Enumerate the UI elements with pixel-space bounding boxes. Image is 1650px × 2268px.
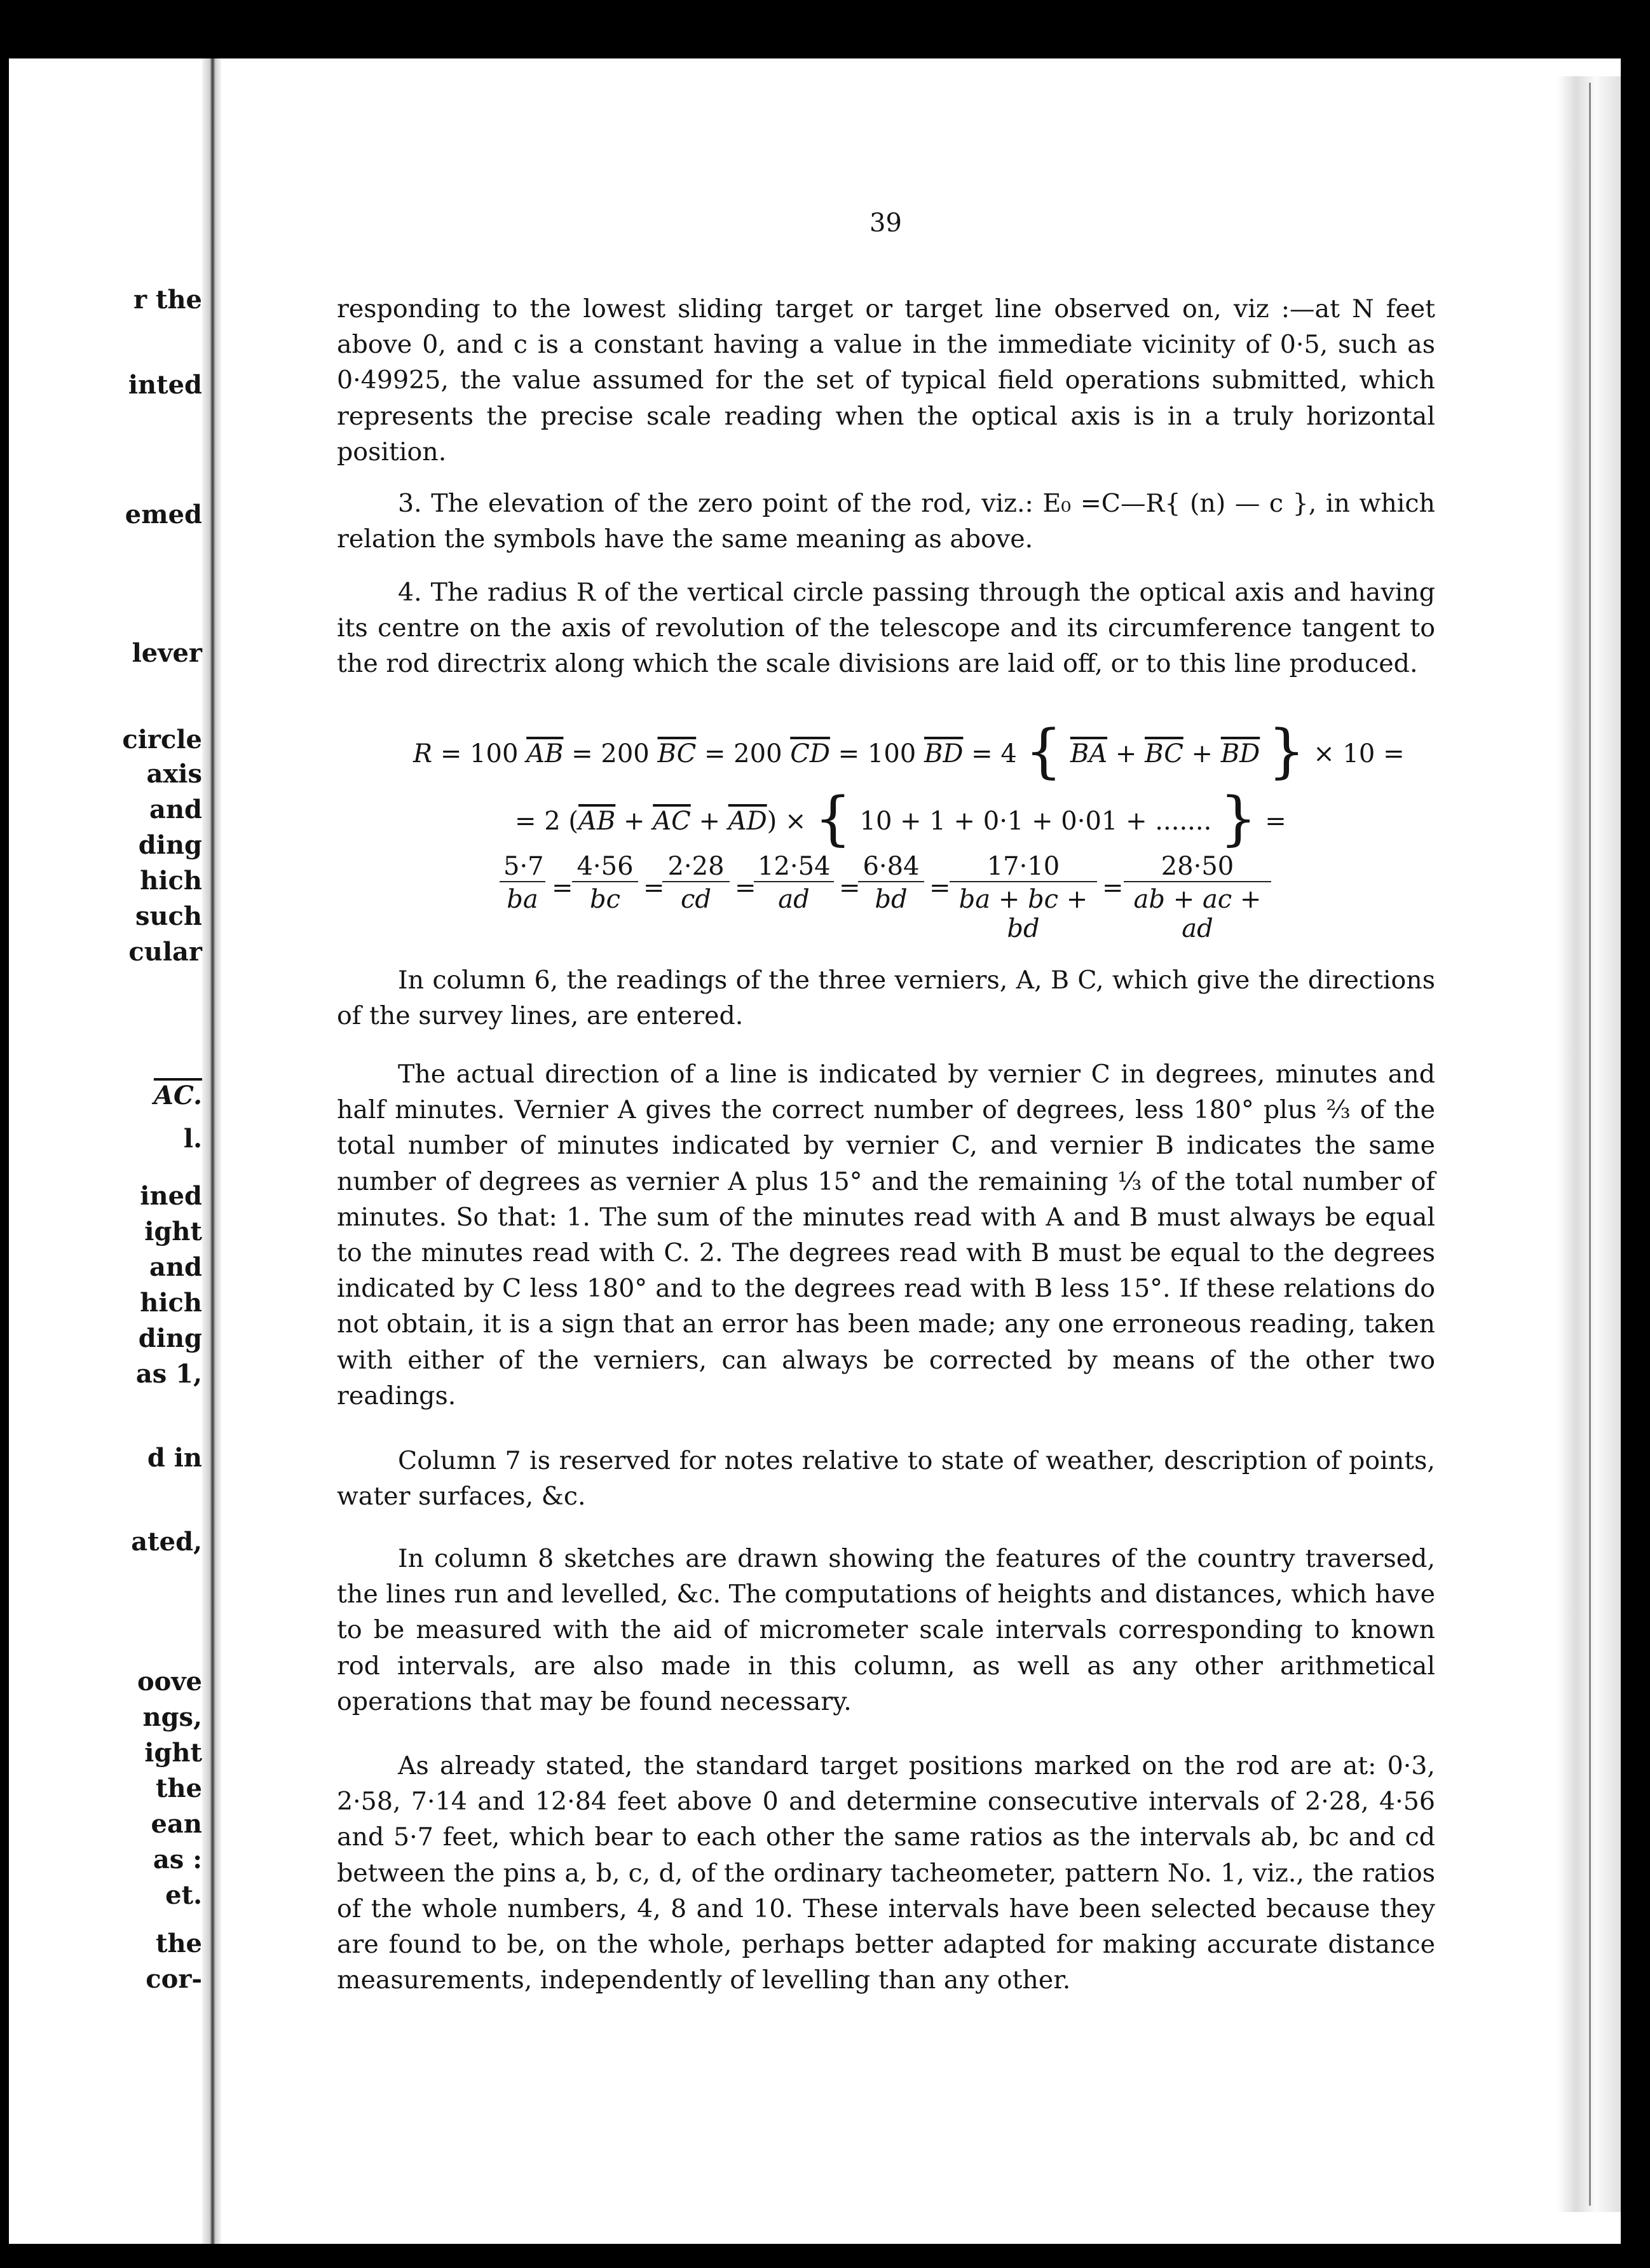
formula-segment: $\overline{BD}$ bbox=[924, 739, 964, 769]
formula-term: 100 bbox=[867, 739, 917, 769]
formula-line-1 bbox=[413, 717, 1405, 785]
formula-segment: $\overline{BC}$ bbox=[1145, 739, 1183, 769]
margin-fragment: inted bbox=[128, 370, 202, 400]
fraction bbox=[572, 852, 638, 914]
formula-operator: = bbox=[929, 873, 951, 903]
paragraph-item-4 bbox=[337, 575, 1435, 682]
fraction-numerator: 5·7 bbox=[500, 852, 545, 882]
paragraph-text: 3. The elevation of the zero point of the rod, viz.: E₀ =C—R{ (n) — c }, in which relation the symbols have the same meaning as above. bbox=[337, 489, 1435, 554]
margin-fragment: ngs, bbox=[142, 1702, 202, 1732]
margin-fragment: axis bbox=[146, 759, 202, 789]
margin-fragment: circle bbox=[122, 725, 202, 755]
formula-line-2 bbox=[515, 784, 1286, 852]
formula-operator: = bbox=[571, 739, 593, 769]
right-brace: } bbox=[1267, 717, 1306, 785]
formula-segment: $\overline{BA}$ bbox=[1070, 739, 1108, 769]
margin-fragment: r the bbox=[133, 285, 202, 315]
formula-operator: + bbox=[1191, 739, 1213, 769]
paragraph-text: In column 6, the readings of the three verniers, A, B C, which give the directions of the survey lines, are entered. bbox=[337, 966, 1435, 1031]
paragraph-continuation bbox=[337, 291, 1435, 470]
fraction-numerator: 4·56 bbox=[572, 852, 638, 882]
formula-operator: = bbox=[440, 739, 462, 769]
formula-segment: $\overline{AC}$ bbox=[653, 807, 691, 836]
formula-operator: = bbox=[515, 807, 536, 836]
paragraph-text: Column 7 is reserved for notes relative to state of weather, description of points, water surfaces, &c. bbox=[337, 1446, 1435, 1512]
formula-segment: $\overline{BD}$ bbox=[1220, 739, 1260, 769]
fraction-denominator: bd bbox=[875, 885, 908, 914]
fraction-numerator: 6·84 bbox=[858, 852, 924, 882]
fraction-numerator: 2·28 bbox=[662, 852, 730, 882]
scan-border-right bbox=[1621, 0, 1650, 2268]
formula-term: 2 bbox=[544, 807, 561, 836]
margin-fragment: ean bbox=[151, 1809, 202, 1839]
formula-term: 4 bbox=[1000, 739, 1017, 769]
formula-operator: = bbox=[839, 873, 861, 903]
facing-page-fragments bbox=[0, 0, 202, 2268]
margin-fragment: ding bbox=[138, 1323, 202, 1353]
formula-operator: × bbox=[1313, 739, 1335, 769]
fraction-denominator: bc bbox=[589, 885, 620, 914]
fraction-denominator: ba + bc + bd bbox=[958, 885, 1088, 943]
paragraph-column-6 bbox=[337, 962, 1435, 1034]
margin-fragment: such bbox=[135, 901, 202, 931]
fraction bbox=[950, 852, 1097, 943]
formula-term: 200 bbox=[601, 739, 650, 769]
page-edge-line bbox=[1589, 83, 1591, 2206]
margin-fragment: as 1, bbox=[135, 1359, 202, 1389]
margin-fragment: as : bbox=[153, 1845, 202, 1875]
margin-fragment: and bbox=[149, 1252, 202, 1282]
fraction bbox=[858, 852, 924, 914]
paren-open: ( bbox=[568, 807, 579, 836]
paragraph-text: 4. The radius R of the vertical circle passing through the optical axis and having its centre on the axis of revolution of the telescope and its circumference tangent to the rod directrix along which the scale divisions are laid off, or to this line produced. bbox=[337, 578, 1435, 679]
fraction-numerator: 17·10 bbox=[950, 852, 1097, 882]
fraction-numerator: 12·54 bbox=[754, 852, 834, 882]
paragraph-column-8 bbox=[337, 1541, 1435, 1719]
left-brace: { bbox=[1025, 717, 1063, 785]
formula-operator: = bbox=[1265, 807, 1286, 836]
formula-segment: $\overline{CD}$ bbox=[790, 739, 830, 769]
formula-operator: = bbox=[971, 739, 993, 769]
paragraph-vernier bbox=[337, 1056, 1435, 1414]
scan-border-bottom bbox=[0, 2244, 1650, 2268]
formula-operator: + bbox=[624, 807, 645, 836]
formula-segment: $\overline{AB}$ bbox=[526, 739, 564, 769]
scan-border-top bbox=[0, 0, 1650, 58]
formula-operator: + bbox=[699, 807, 720, 836]
margin-fragment: ight bbox=[144, 1738, 202, 1768]
paren-close: ) bbox=[767, 807, 777, 836]
margin-fragment: cor- bbox=[146, 1964, 202, 1994]
fraction bbox=[1124, 852, 1271, 943]
paragraph-column-7 bbox=[337, 1443, 1435, 1514]
fraction-denominator: ba bbox=[507, 885, 538, 914]
formula-term: 10 bbox=[1342, 739, 1375, 769]
formula-operator: = bbox=[1383, 739, 1405, 769]
formula-segment: $\overline{AB}$ bbox=[578, 807, 616, 836]
paragraph-text: In column 8 sketches are drawn showing the features of the country traversed, the lines run and levelled, &c. The computations of heights and distances, which have to be measured with the aid of micrometer scale intervals corresponding to known rod intervals, are also made in this column, as well as any other arithmetical operations that may be found necessary. bbox=[337, 1544, 1435, 1716]
formula-operator: + bbox=[1115, 739, 1137, 769]
formula-segment: $\overline{BC}$ bbox=[657, 739, 697, 769]
margin-fragment: d in bbox=[147, 1443, 202, 1473]
paragraph-target-positions bbox=[337, 1748, 1435, 1998]
paragraph-text: As already stated, the standard target positions marked on the rod are at: 0·3, 2·58, 7·14 and 12·84 feet above 0 and determine consecutive intervals of 2·28, 4·56 and 5·7 feet, which bear to each other the same ratios as the intervals ab, bc and cd between the pins a, b, c, d, of the ordinary tacheometer, pattern No. 1, viz., the ratios of the whole numbers, 4, 8 and 10. These intervals have been selected because they are found to be, on the whole, perhaps better adapted for making accurate distance measurements, independently of levelling than any other. bbox=[337, 1751, 1435, 1995]
formula-operator: = bbox=[838, 739, 860, 769]
margin-fragment: AC. bbox=[153, 1081, 202, 1110]
fraction-denominator: ab + ac + ad bbox=[1133, 885, 1262, 943]
margin-fragment: the bbox=[155, 1929, 202, 1958]
right-brace: } bbox=[1220, 784, 1257, 852]
paragraph-text: responding to the lowest sliding target or target line observed on, viz :—at N feet above 0, and c is a constant having a value in the immediate vicinity of 0·5, such as 0·49925, the value assumed for the set of typical field operations submitted, which represents the precise scale reading when the optical axis is in a truly horizontal position. bbox=[337, 294, 1435, 467]
margin-fragment: cular bbox=[128, 937, 202, 967]
fraction bbox=[662, 852, 730, 914]
margin-fragment: hich bbox=[140, 1288, 202, 1318]
margin-fragment: l. bbox=[183, 1124, 202, 1154]
paragraph-text: The actual direction of a line is indicated by vernier C in degrees, minutes and half minutes. Vernier A gives the correct number of degrees, less 180° plus ⅔ of the total number of minutes indicated by vernier C, and vernier B indicates the same number of degrees as vernier A plus 15° and the remaining ⅓ of the total number of minutes. So that: 1. The sum of the minutes read with A and B must always be equal to the minutes read with C. 2. The degrees read with B must be equal to the degrees indicated by C less 180° and to the degrees read with B less 15°. If these relations do not obtain, it is a sign that an error has been made; any one erroneous reading, taken with either of the verniers, can always be corrected by means of the other two readings. bbox=[337, 1060, 1435, 1411]
formula-symbol: R bbox=[413, 739, 433, 769]
fraction bbox=[754, 852, 834, 914]
margin-fragment: the bbox=[155, 1773, 202, 1803]
formula-operator: = bbox=[1102, 873, 1124, 903]
left-brace: { bbox=[814, 784, 852, 852]
margin-fragment: et. bbox=[165, 1880, 202, 1910]
margin-fragment: and bbox=[149, 795, 202, 824]
formula-operator: = bbox=[704, 739, 726, 769]
margin-fragment: lever bbox=[132, 638, 202, 668]
formula-operator: × bbox=[785, 807, 807, 836]
formula-operator: = bbox=[552, 873, 573, 903]
margin-fragment: emed bbox=[125, 500, 202, 529]
formula-term: 200 bbox=[733, 739, 782, 769]
book-gutter bbox=[202, 58, 221, 2244]
formula-operator: = bbox=[735, 873, 756, 903]
paragraph-item-3 bbox=[337, 486, 1435, 557]
margin-fragment: ined bbox=[140, 1181, 202, 1211]
margin-fragment: oove bbox=[137, 1667, 202, 1697]
formula-operator: = bbox=[643, 873, 665, 903]
fraction-denominator: cd bbox=[680, 885, 711, 914]
margin-fragment: ight bbox=[144, 1217, 202, 1247]
formula-segment: $\overline{AD}$ bbox=[728, 807, 767, 836]
margin-fragment: hich bbox=[140, 866, 202, 896]
page-number: 39 bbox=[869, 208, 902, 238]
margin-fragment: ated, bbox=[131, 1527, 202, 1557]
fraction bbox=[500, 852, 545, 914]
formula-series: 10 + 1 + 0·1 + 0·01 + ....... bbox=[859, 807, 1212, 836]
formula-term: 100 bbox=[470, 739, 519, 769]
margin-fragment: ding bbox=[138, 830, 202, 860]
fraction-numerator: 28·50 bbox=[1124, 852, 1271, 882]
fraction-denominator: ad bbox=[778, 885, 810, 914]
